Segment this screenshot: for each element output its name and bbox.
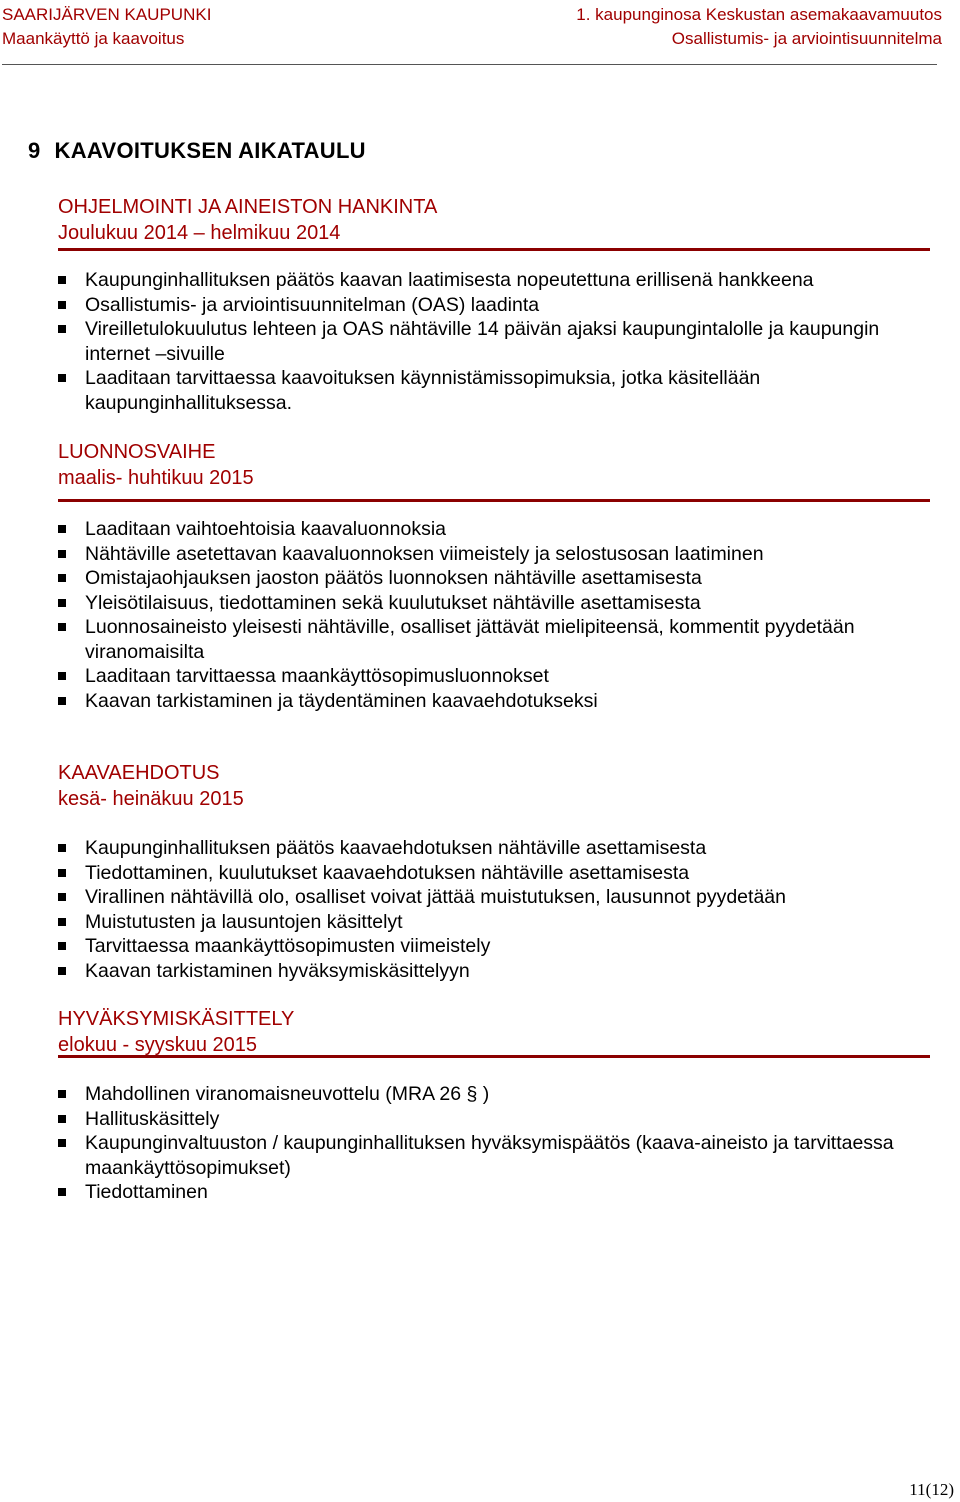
page-number: 11(12)	[909, 1480, 954, 1499]
list-item: Tiedottaminen, kuulutukset kaavaehdotuksen nähtäville asettamisesta	[58, 861, 938, 886]
header-left	[2, 3, 211, 51]
section-heading	[28, 138, 366, 164]
phase-item-list	[58, 836, 938, 983]
phase-title: OHJELMOINTI JA AINEISTON HANKINTA	[58, 196, 438, 218]
list-item: Tarvittaessa maankäyttösopimusten viimeistely	[58, 934, 938, 959]
phase-title: LUONNOSVAIHE	[58, 441, 216, 463]
document-project: 1. kaupunginosa Keskustan asemakaavamuutos	[576, 5, 942, 24]
header-right	[576, 3, 942, 51]
organization-name: SAARIJÄRVEN KAUPUNKI	[2, 5, 212, 24]
list-item: Kaavan tarkistaminen ja täydentäminen kaavaehdotukseksi	[58, 689, 938, 714]
list-item: Mahdollinen viranomaisneuvottelu (MRA 26 § )	[58, 1082, 938, 1107]
list-item: Osallistumis- ja arviointisuunnitelman (OAS) laadinta	[58, 293, 938, 318]
phase-title: HYVÄKSYMISKÄSITTELY	[58, 1008, 295, 1030]
page-header	[0, 0, 960, 70]
section-title: KAAVOITUKSEN AIKATAULU	[54, 138, 366, 163]
list-item: Omistajaohjauksen jaoston päätös luonnoksen nähtäville asettamisesta	[58, 566, 938, 591]
phase-title: KAAVAEHDOTUS	[58, 762, 220, 784]
phase-dates: elokuu - syyskuu 2015	[58, 1034, 258, 1056]
list-item: Nähtäville asetettavan kaavaluonnoksen viimeistely ja selostusosan laatiminen	[58, 542, 938, 567]
list-item: Kaupunginvaltuuston / kaupunginhallituksen hyväksymispäätös (kaava-aineisto ja tarvittaessa maankäyttösopimukset)	[58, 1131, 938, 1180]
phase-dates: Joulukuu 2014 – helmikuu 2014	[58, 222, 341, 244]
list-item: Tiedottaminen	[58, 1180, 938, 1205]
phase-draft	[58, 439, 938, 713]
list-item: Luonnosaineisto yleisesti nähtäville, osalliset jättävät mielipiteensä, kommentit pyydetään viranomaisilta	[58, 615, 938, 664]
department-name: Maankäyttö ja kaavoitus	[2, 29, 185, 48]
phase-dates: maalis- huhtikuu 2015	[58, 467, 254, 489]
list-item: Laaditaan tarvittaessa maankäyttösopimusluonnokset	[58, 664, 938, 689]
list-item: Vireilletulokuulutus lehteen ja OAS nähtäville 14 päivän ajaksi kaupungintalolle ja kaupungin internet –sivuille	[58, 317, 938, 366]
phase-item-list	[58, 517, 938, 713]
list-item: Kaupunginhallituksen päätös kaavaehdotuksen nähtäville asettamisesta	[58, 836, 938, 861]
list-item: Kaavan tarkistaminen hyväksymiskäsittelyyn	[58, 959, 938, 984]
list-item: Kaupunginhallituksen päätös kaavan laatimisesta nopeutettuna erillisenä hankkeena	[58, 268, 938, 293]
list-item: Laaditaan tarvittaessa kaavoituksen käynnistämissopimuksia, jotka käsitellään kaupunginhallituksessa.	[58, 366, 938, 415]
phase-item-list	[58, 268, 938, 415]
phase-proposal	[58, 760, 938, 983]
list-item: Muistutusten ja lausuntojen käsittelyt	[58, 910, 938, 935]
phase-divider	[58, 248, 930, 251]
phase-programming	[58, 194, 938, 415]
list-item: Hallituskäsittely	[58, 1107, 938, 1132]
list-item: Laaditaan vaihtoehtoisia kaavaluonnoksia	[58, 517, 938, 542]
phase-item-list	[58, 1082, 938, 1205]
header-divider	[2, 64, 937, 65]
phase-approval	[58, 1006, 938, 1205]
section-number: 9	[28, 138, 41, 163]
phase-divider	[58, 499, 930, 502]
phase-dates: kesä- heinäkuu 2015	[58, 788, 244, 810]
list-item: Yleisötilaisuus, tiedottaminen sekä kuulutukset nähtäville asettamisesta	[58, 591, 938, 616]
document-type: Osallistumis- ja arviointisuunnitelma	[671, 29, 942, 48]
list-item: Virallinen nähtävillä olo, osalliset voivat jättää muistutuksen, lausunnot pyydetään	[58, 885, 938, 910]
